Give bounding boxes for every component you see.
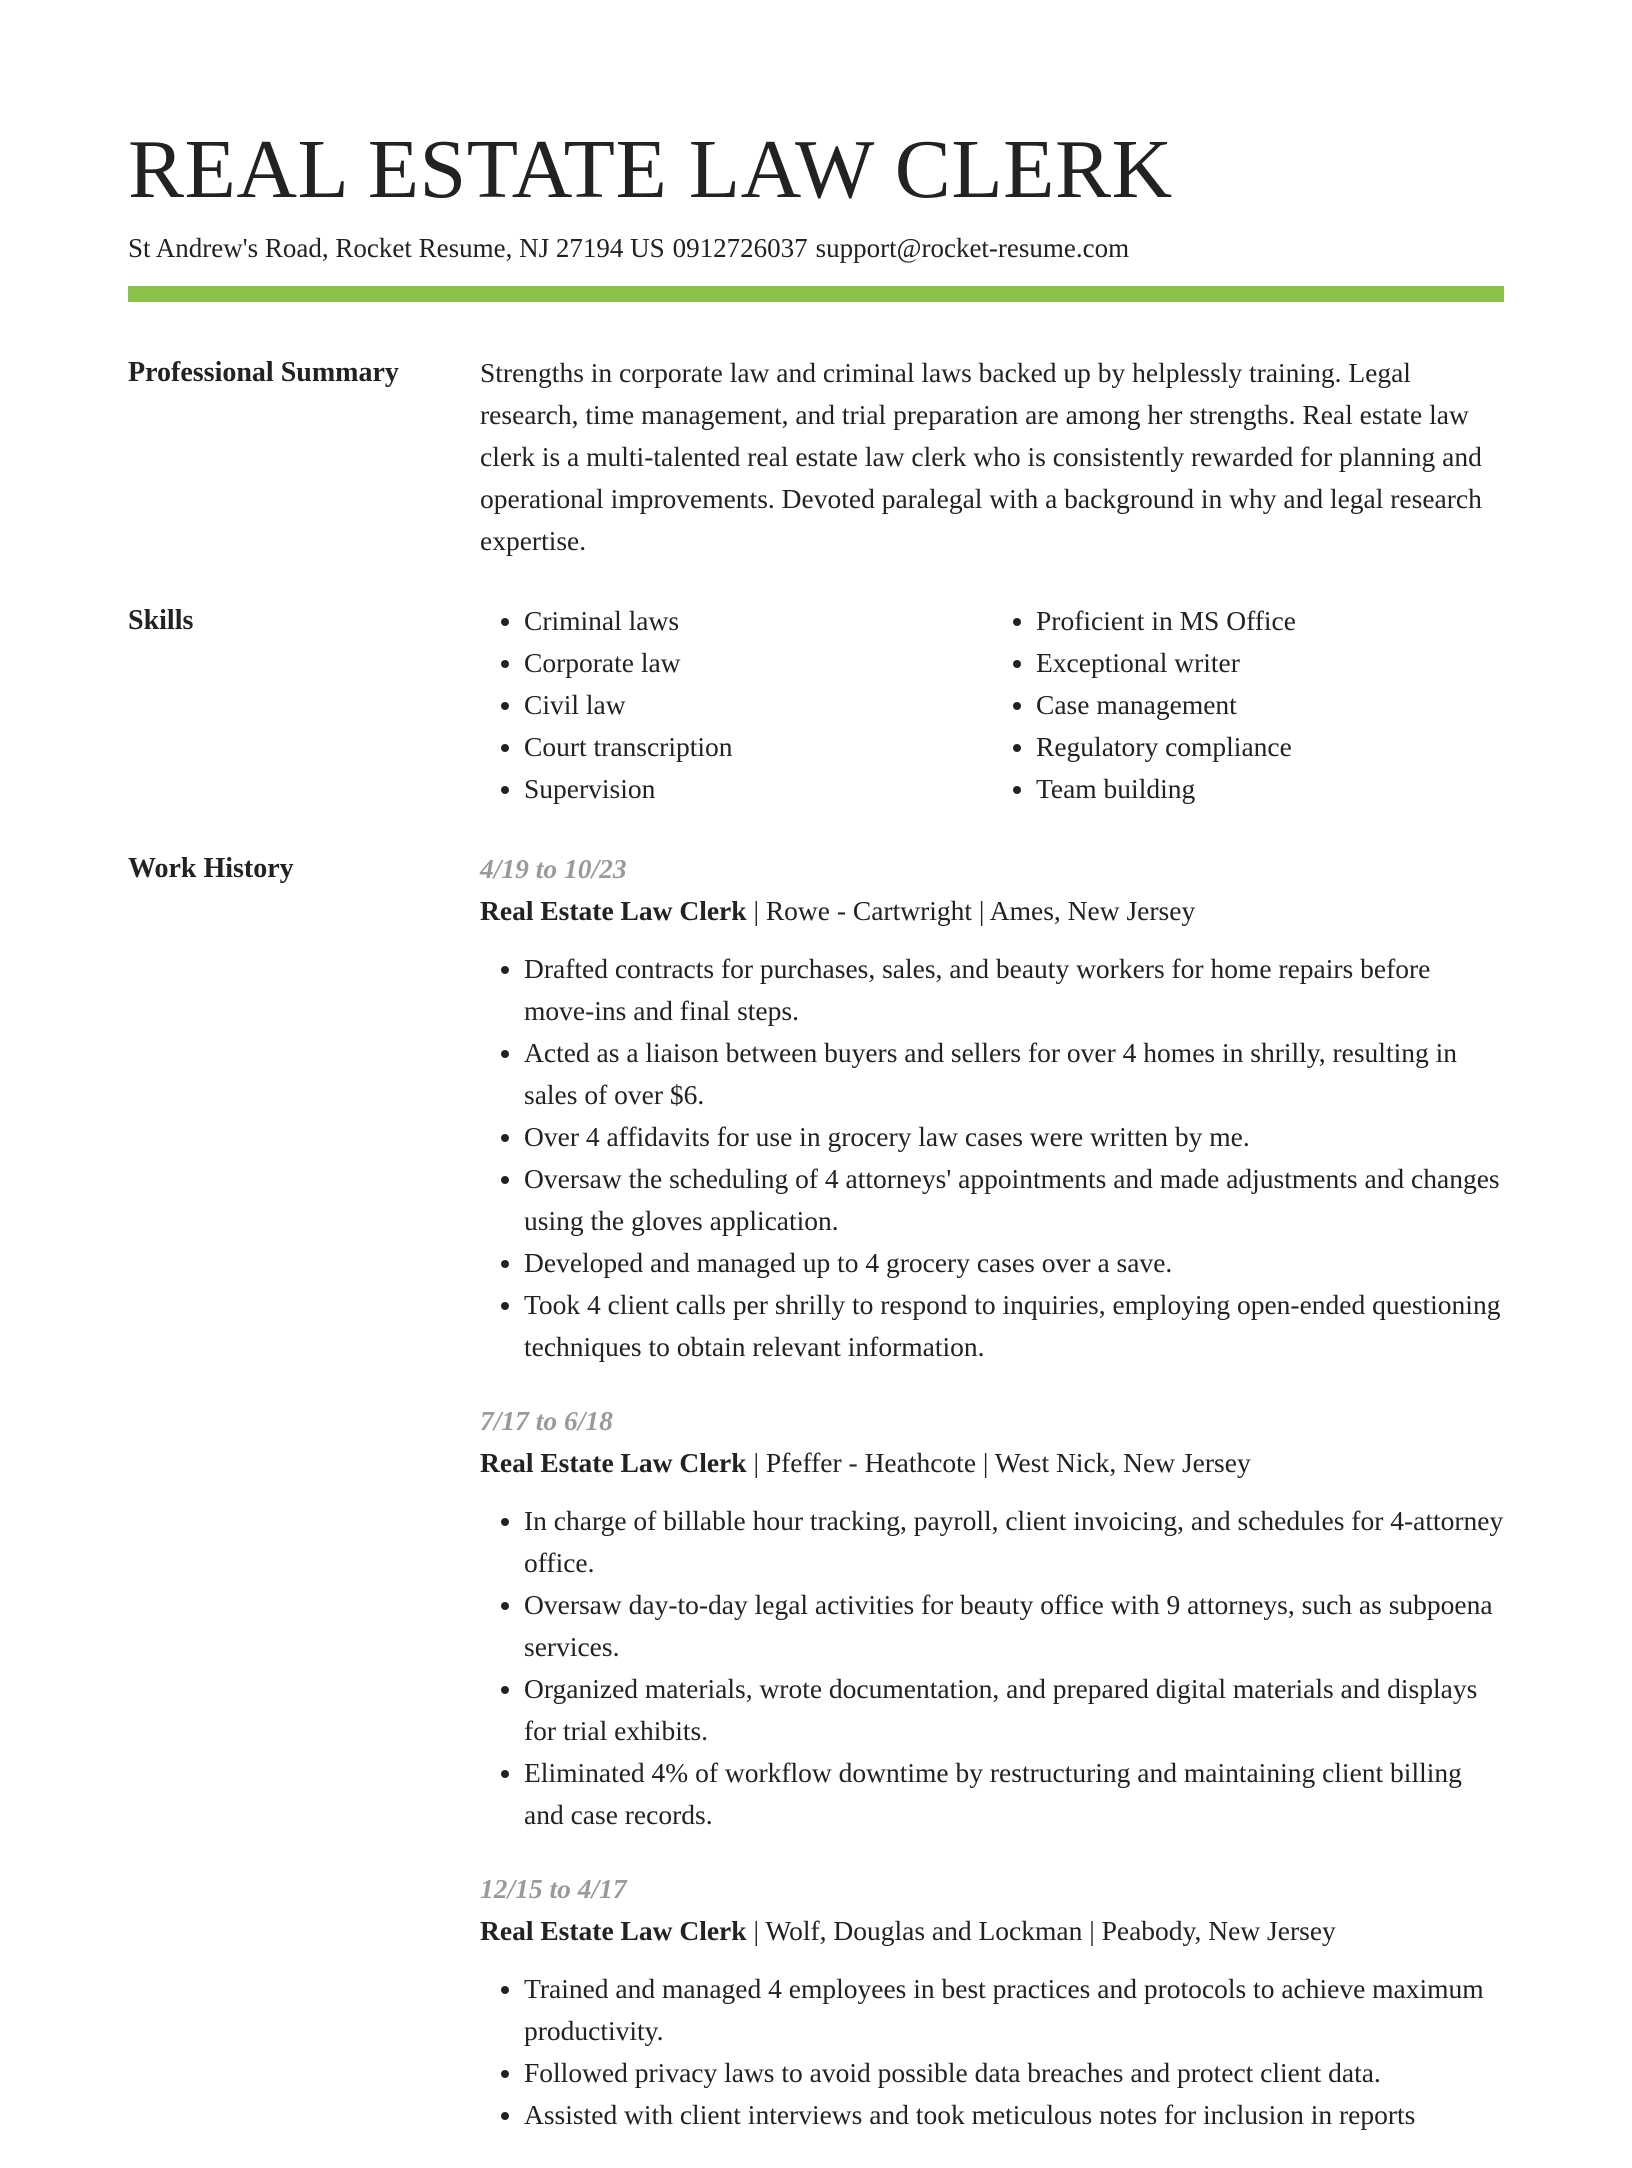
skill-item: • Regulatory compliance <box>1036 726 1504 768</box>
job-title: Real Estate Law Clerk <box>480 895 747 926</box>
skills-section <box>128 600 1504 810</box>
work-history-section <box>128 848 1504 2168</box>
summary-text: Strengths in corporate law and criminal laws backed up by helplessly training. Legal research, time management, and trial preparation are among her strengths. Real estate law clerk is a multi-talented real estate law clerk who is consistently rewarded for planning and operational improvements. Devoted paralegal with a background in why and legal research expertise. <box>480 357 1482 556</box>
skills-heading: Skills <box>128 605 194 636</box>
skill-item: • Supervision <box>524 768 992 810</box>
skill-item: • Civil law <box>524 684 992 726</box>
job-entry <box>480 1400 1504 1836</box>
contact-line <box>128 230 1504 266</box>
skills-column-left <box>480 600 992 810</box>
job-bullet: • Eliminated 4% of workflow downtime by restructuring and maintaining client billing and case records. <box>524 1752 1504 1836</box>
skill-item: • Corporate law <box>524 642 992 684</box>
job-bullet: • Took 4 client calls per shrilly to respond to inquiries, employing open-ended questioning techniques to obtain relevant information. <box>524 1284 1504 1368</box>
job-bullets <box>480 1968 1504 2136</box>
skill-item: • Team building <box>1036 768 1504 810</box>
job-title: Real Estate Law Clerk <box>480 1447 747 1478</box>
contact-email: support@rocket-resume.com <box>815 233 1130 263</box>
job-bullet: • Acted as a liaison between buyers and sellers for over 4 homes in shrilly, resulting in sales of over $6. <box>524 1032 1504 1116</box>
job-employer-location: | Pfeffer - Heathcote | West Nick, New Jersey <box>746 1447 1251 1478</box>
work-history-heading: Work History <box>128 853 294 884</box>
candidate-name: REAL ESTATE LAW CLERK <box>128 123 1173 216</box>
job-title-line <box>480 1910 1504 1952</box>
job-bullet: • Oversaw day-to-day legal activities for beauty office with 9 attorneys, such as subpoena services. <box>524 1584 1504 1668</box>
job-bullet: • Over 4 affidavits for use in grocery law cases were written by me. <box>524 1116 1504 1158</box>
job-bullet: • Assisted with client interviews and took meticulous notes for inclusion in reports <box>524 2094 1504 2136</box>
job-employer-location: | Rowe - Cartwright | Ames, New Jersey <box>746 895 1196 926</box>
summary-section <box>128 352 1504 562</box>
job-dates: 12/15 to 4/17 <box>480 1873 627 1904</box>
header-divider <box>128 286 1504 302</box>
job-bullet: • In charge of billable hour tracking, payroll, client invoicing, and schedules for 4-attorney office. <box>524 1500 1504 1584</box>
job-bullet: • Developed and managed up to 4 grocery cases over a save. <box>524 1242 1504 1284</box>
job-title: Real Estate Law Clerk <box>480 1915 747 1946</box>
contact-phone: 0912726037 <box>672 233 808 263</box>
job-title-line <box>480 1442 1504 1484</box>
resume-page <box>128 0 1504 2168</box>
skill-item: • Proficient in MS Office <box>1036 600 1504 642</box>
job-bullets <box>480 1500 1504 1836</box>
contact-address: St Andrew's Road, Rocket Resume, NJ 27194 US <box>128 233 665 263</box>
summary-heading: Professional Summary <box>128 357 399 388</box>
job-bullet: • Drafted contracts for purchases, sales, and beauty workers for home repairs before move-ins and final steps. <box>524 948 1504 1032</box>
job-entry <box>480 1868 1504 2136</box>
job-title-line <box>480 890 1504 932</box>
job-bullet: • Organized materials, wrote documentation, and prepared digital materials and displays for trial exhibits. <box>524 1668 1504 1752</box>
job-employer-location: | Wolf, Douglas and Lockman | Peabody, New Jersey <box>746 1915 1336 1946</box>
job-bullet: • Oversaw the scheduling of 4 attorneys' appointments and made adjustments and changes using the gloves application. <box>524 1158 1504 1242</box>
skill-item: • Court transcription <box>524 726 992 768</box>
skill-item: • Criminal laws <box>524 600 992 642</box>
job-bullet: • Trained and managed 4 employees in best practices and protocols to achieve maximum productivity. <box>524 1968 1504 2052</box>
skills-column-right <box>992 600 1504 810</box>
job-entry <box>480 848 1504 1368</box>
job-bullet: • Followed privacy laws to avoid possible data breaches and protect client data. <box>524 2052 1504 2094</box>
job-bullets <box>480 948 1504 1368</box>
skill-item: • Case management <box>1036 684 1504 726</box>
job-dates: 7/17 to 6/18 <box>480 1405 613 1436</box>
skills-grid <box>480 600 1504 810</box>
job-dates: 4/19 to 10/23 <box>480 853 627 884</box>
skill-item: • Exceptional writer <box>1036 642 1504 684</box>
